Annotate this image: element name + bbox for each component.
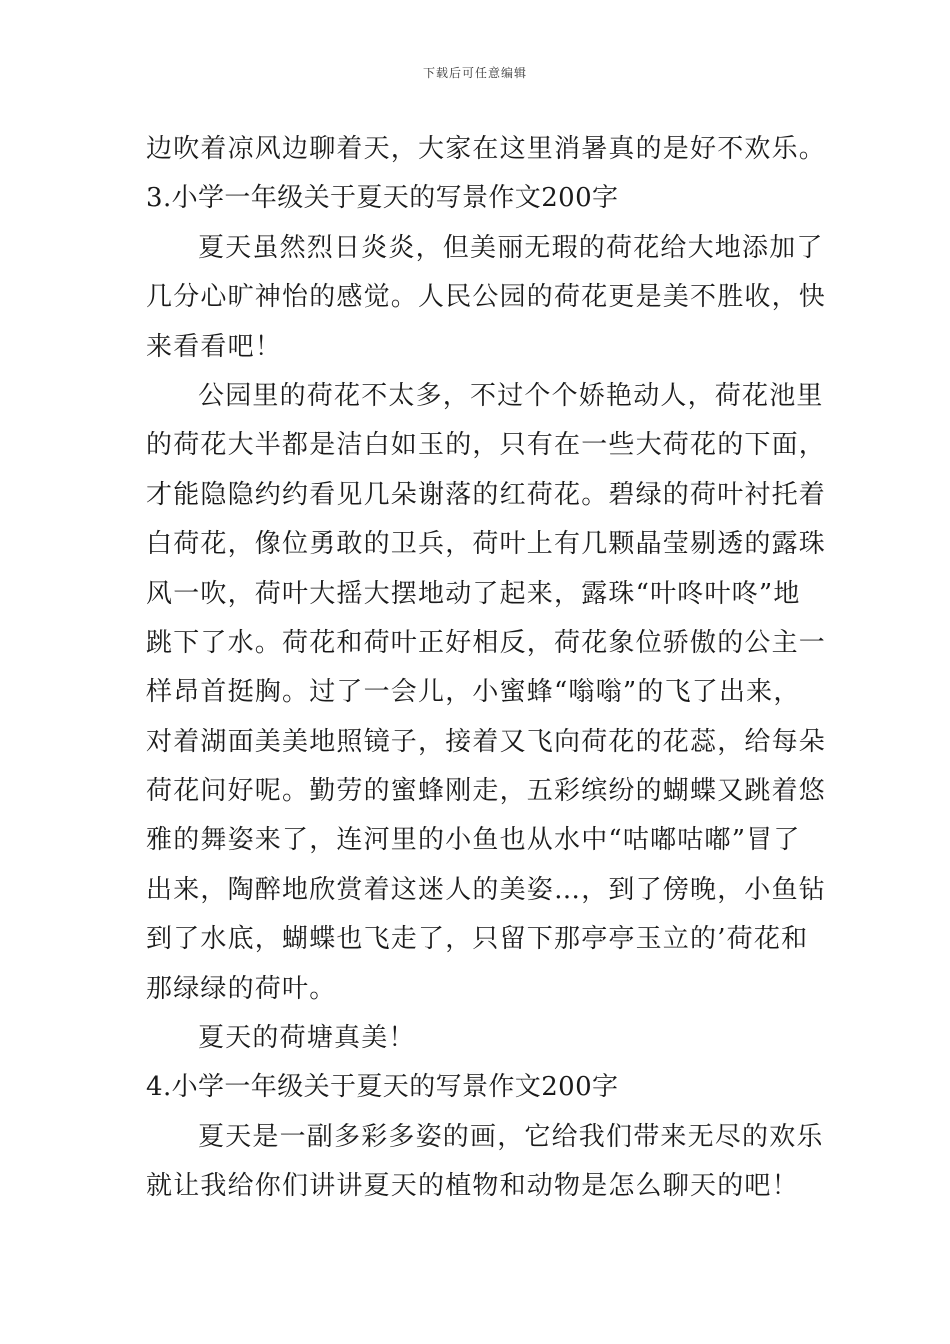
text-line: 来看看吧！: [146, 331, 283, 362]
text-line: 对着湖面美美地照镜子，接着又飞向荷花的花蕊，给每朵: [146, 726, 827, 757]
paragraph-first-line: 公园里的荷花不太多，不过个个娇艳动人，荷花池里: [198, 380, 824, 411]
text-line: 才能隐隐约约看见几朵谢落的红荷花。碧绿的荷叶衬托着: [146, 479, 827, 510]
text-line: 边吹着凉风边聊着天，大家在这里消暑真的是好不欢乐。: [146, 134, 827, 164]
section-heading: 4.小学一年级关于夏天的写景作文200字: [146, 1072, 619, 1103]
text-line: 就让我给你们讲讲夏天的植物和动物是怎么聊天的吧！: [146, 1171, 799, 1202]
paragraph-first-line: 夏天虽然烈日炎炎，但美丽无瑕的荷花给大地添加了: [198, 232, 824, 263]
text-line: 的荷花大半都是洁白如玉的，只有在一些大荷花的下面，: [146, 430, 827, 461]
page-header-note: 下载后可任意编辑: [422, 66, 527, 80]
text-line: 出来，陶醉地欣赏着这迷人的美姿…，到了傍晚，小鱼钻: [146, 874, 827, 905]
text-line: 荷花问好呢。勤劳的蜜蜂刚走，五彩缤纷的蝴蝶又跳着悠: [146, 776, 827, 807]
text-line: 样昂首挺胸。过了一会儿，小蜜蜂“嗡嗡”的飞了出来，: [146, 677, 801, 708]
text-line: 那绿绿的荷叶。: [146, 973, 337, 1004]
paragraph-first-line: 夏天是一副多彩多姿的画，它给我们带来无尽的欢乐: [198, 1121, 824, 1152]
paragraph-first-line: 夏天的荷塘真美！: [198, 1023, 416, 1054]
text-line: 跳下了水。荷花和荷叶正好相反，荷花象位骄傲的公主一: [146, 627, 827, 658]
text-line: 几分心旷神怡的感觉。人民公园的荷花更是美不胜收，快: [146, 282, 827, 313]
document-body: [146, 125, 827, 1212]
text-line: 雅的舞姿来了，连河里的小鱼也从水中“咕嘟咕嘟”冒了: [146, 825, 801, 856]
text-line: 到了水底，蝴蝶也飞走了，只留下那亭亭玉立的’荷花和: [146, 924, 809, 955]
text-line: 白荷花，像位勇敢的卫兵，荷叶上有几颗晶莹剔透的露珠: [146, 529, 827, 560]
section-heading: 3.小学一年级关于夏天的写景作文200字: [146, 183, 619, 214]
text-line: 风一吹，荷叶大摇大摆地动了起来，露珠“叶咚叶咚”地: [146, 578, 801, 609]
